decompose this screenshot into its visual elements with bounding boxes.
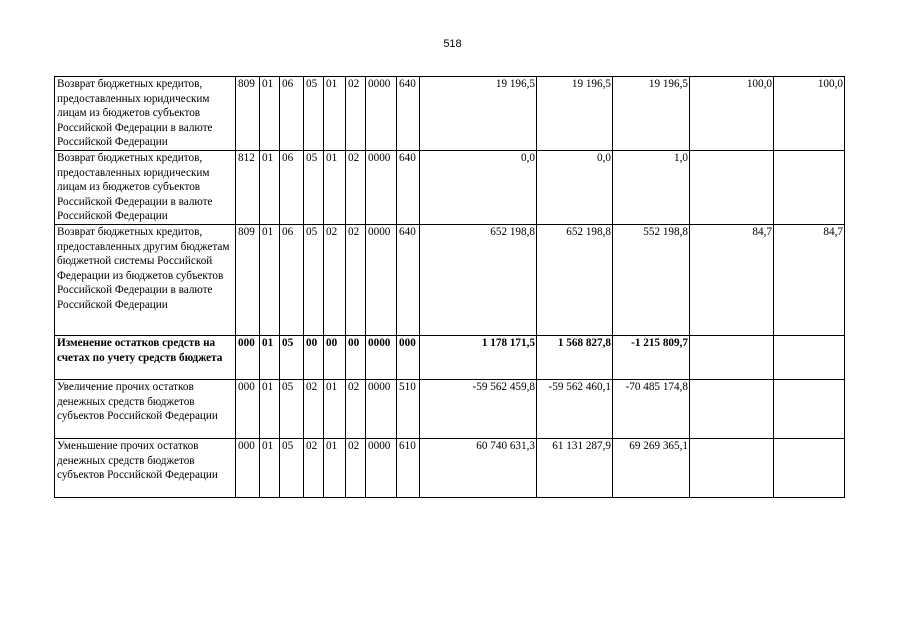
value-cell: -1 215 809,7	[613, 336, 690, 380]
code-cell: 02	[304, 439, 324, 498]
value-cell: 652 198,8	[420, 225, 537, 336]
row-name-cell: Увеличение прочих остатков денежных средств бюджетов субъектов Российской Федерации	[55, 380, 236, 439]
code-cell: 812	[236, 151, 260, 225]
value-cell: 652 198,8	[537, 225, 613, 336]
code-cell: 06	[280, 77, 304, 151]
table-row	[55, 439, 845, 498]
value-cell	[690, 380, 774, 439]
code-cell: 0000	[366, 151, 397, 225]
code-cell: 0000	[366, 77, 397, 151]
code-cell: 06	[280, 225, 304, 336]
code-cell: 00	[324, 336, 346, 380]
code-cell: 01	[260, 336, 280, 380]
value-cell: -59 562 459,8	[420, 380, 537, 439]
table-row	[55, 336, 845, 380]
code-cell: 0000	[366, 439, 397, 498]
value-cell: 0,0	[420, 151, 537, 225]
row-name-cell: Возврат бюджетных кредитов, предоставленных юридическим лицам из бюджетов субъектов Российской Федерации в валюте Российской Федерации	[55, 151, 236, 225]
code-cell: 01	[260, 439, 280, 498]
value-cell: 1,0	[613, 151, 690, 225]
value-cell: 84,7	[690, 225, 774, 336]
value-cell	[774, 336, 845, 380]
code-cell: 00	[346, 336, 366, 380]
code-cell: 02	[346, 77, 366, 151]
value-cell: 1 568 827,8	[537, 336, 613, 380]
value-cell: 60 740 631,3	[420, 439, 537, 498]
value-cell	[690, 439, 774, 498]
code-cell: 02	[304, 380, 324, 439]
code-cell: 01	[260, 380, 280, 439]
table-row	[55, 151, 845, 225]
budget-table	[54, 76, 845, 498]
code-cell: 640	[397, 77, 420, 151]
value-cell: 19 196,5	[613, 77, 690, 151]
value-cell: 84,7	[774, 225, 845, 336]
code-cell: 05	[304, 77, 324, 151]
value-cell: 100,0	[690, 77, 774, 151]
table-row	[55, 380, 845, 439]
code-cell: 640	[397, 225, 420, 336]
code-cell: 000	[236, 439, 260, 498]
code-cell: 01	[260, 77, 280, 151]
code-cell: 0000	[366, 225, 397, 336]
value-cell: 552 198,8	[613, 225, 690, 336]
row-name-cell: Возврат бюджетных кредитов, предоставленных юридическим лицам из бюджетов субъектов Российской Федерации в валюте Российской Федерации	[55, 77, 236, 151]
row-name-cell: Возврат бюджетных кредитов, предоставленных другим бюджетам бюджетной системы Российской Федерации из бюджетов субъектов Российской Федерации в валюте Российской Федерации	[55, 225, 236, 336]
row-name-cell: Изменение остатков средств на счетах по учету средств бюджета	[55, 336, 236, 380]
code-cell: 01	[324, 77, 346, 151]
value-cell	[690, 151, 774, 225]
code-cell: 05	[280, 336, 304, 380]
code-cell: 000	[397, 336, 420, 380]
code-cell: 05	[280, 439, 304, 498]
code-cell: 06	[280, 151, 304, 225]
code-cell: 02	[346, 380, 366, 439]
code-cell: 0000	[366, 336, 397, 380]
value-cell: 19 196,5	[537, 77, 613, 151]
value-cell	[774, 380, 845, 439]
code-cell: 510	[397, 380, 420, 439]
table-row	[55, 225, 845, 336]
value-cell	[774, 151, 845, 225]
code-cell: 000	[236, 380, 260, 439]
value-cell	[690, 336, 774, 380]
row-name-cell: Уменьшение прочих остатков денежных средств бюджетов субъектов Российской Федерации	[55, 439, 236, 498]
code-cell: 05	[304, 225, 324, 336]
code-cell: 809	[236, 225, 260, 336]
code-cell: 02	[324, 225, 346, 336]
value-cell: 1 178 171,5	[420, 336, 537, 380]
value-cell	[774, 439, 845, 498]
code-cell: 01	[260, 151, 280, 225]
value-cell: 69 269 365,1	[613, 439, 690, 498]
value-cell: -70 485 174,8	[613, 380, 690, 439]
code-cell: 000	[236, 336, 260, 380]
code-cell: 02	[346, 225, 366, 336]
value-cell: 61 131 287,9	[537, 439, 613, 498]
code-cell: 01	[324, 439, 346, 498]
code-cell: 610	[397, 439, 420, 498]
code-cell: 02	[346, 151, 366, 225]
code-cell: 0000	[366, 380, 397, 439]
code-cell: 809	[236, 77, 260, 151]
code-cell: 00	[304, 336, 324, 380]
code-cell: 05	[304, 151, 324, 225]
value-cell: 100,0	[774, 77, 845, 151]
page-number: 518	[443, 38, 462, 50]
code-cell: 01	[324, 151, 346, 225]
code-cell: 05	[280, 380, 304, 439]
code-cell: 01	[324, 380, 346, 439]
code-cell: 01	[260, 225, 280, 336]
table-row	[55, 77, 845, 151]
code-cell: 640	[397, 151, 420, 225]
value-cell: 19 196,5	[420, 77, 537, 151]
value-cell: -59 562 460,1	[537, 380, 613, 439]
code-cell: 02	[346, 439, 366, 498]
value-cell: 0,0	[537, 151, 613, 225]
